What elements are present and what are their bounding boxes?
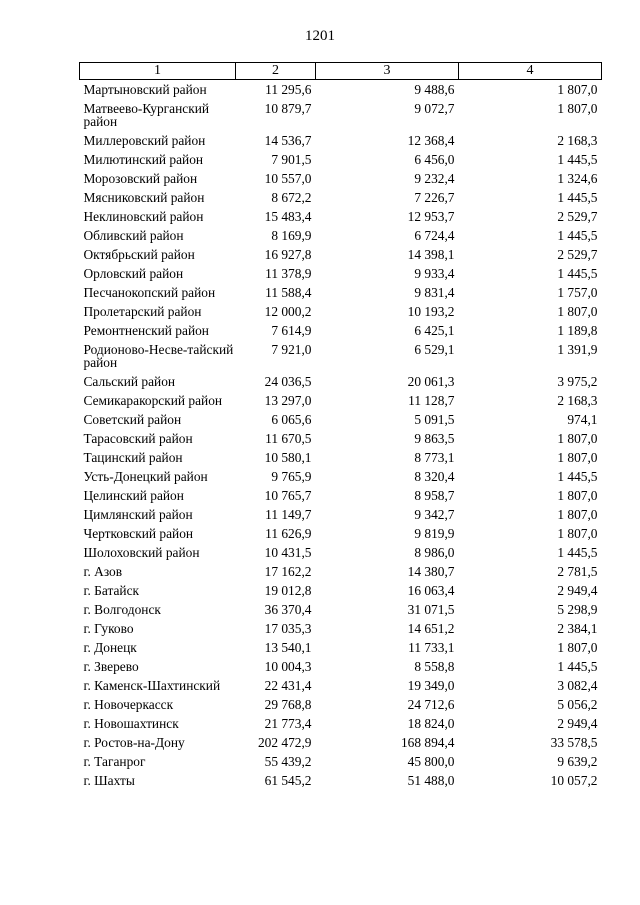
district-name: Орловский район bbox=[83, 266, 184, 281]
district-name: Советский район bbox=[83, 412, 182, 427]
district-name: г. Гуково bbox=[83, 621, 134, 636]
district-name: г. Зверево bbox=[83, 659, 139, 674]
district-name: г. Новочеркасск bbox=[83, 697, 174, 712]
value-col-2: 15 483,4 bbox=[264, 209, 312, 224]
district-name: г. Таганрог bbox=[83, 754, 146, 769]
value-col-4: 5 056,2 bbox=[557, 697, 598, 712]
value-col-3: 16 063,4 bbox=[407, 583, 455, 598]
value-col-3: 10 193,2 bbox=[407, 304, 455, 319]
value-col-4: 1 324,6 bbox=[557, 171, 598, 186]
value-col-4: 1 807,0 bbox=[557, 526, 598, 541]
table-row bbox=[80, 524, 602, 543]
table-row bbox=[80, 321, 602, 340]
value-col-4: 1 391,9 bbox=[557, 342, 598, 357]
table-row bbox=[80, 226, 602, 245]
value-col-2: 202 472,9 bbox=[257, 735, 312, 750]
table-row bbox=[80, 99, 602, 131]
district-table bbox=[79, 62, 602, 790]
table-row bbox=[80, 131, 602, 150]
district-name: Сальский район bbox=[83, 374, 176, 389]
value-col-2: 6 065,6 bbox=[271, 412, 312, 427]
value-col-3: 9 072,7 bbox=[414, 101, 455, 116]
value-col-4: 10 057,2 bbox=[550, 773, 598, 788]
value-col-2: 16 927,8 bbox=[264, 247, 312, 262]
table-row bbox=[80, 562, 602, 581]
value-col-4: 3 975,2 bbox=[557, 374, 598, 389]
table-row bbox=[80, 207, 602, 226]
table-row bbox=[80, 581, 602, 600]
value-col-3: 5 091,5 bbox=[414, 412, 455, 427]
table-row bbox=[80, 391, 602, 410]
value-col-2: 10 879,7 bbox=[264, 101, 312, 116]
table-row bbox=[80, 188, 602, 207]
district-name: Мясниковский район bbox=[83, 190, 205, 205]
value-col-4: 33 578,5 bbox=[550, 735, 598, 750]
district-name: г. Волгодонск bbox=[83, 602, 161, 617]
value-col-4: 2 384,1 bbox=[557, 621, 598, 636]
value-col-2: 10 004,3 bbox=[264, 659, 312, 674]
table-row bbox=[80, 486, 602, 505]
district-name: г. Ростов-на-Дону bbox=[83, 735, 185, 750]
value-col-2: 24 036,5 bbox=[264, 374, 312, 389]
value-col-2: 55 439,2 bbox=[264, 754, 312, 769]
value-col-3: 11 128,7 bbox=[408, 393, 455, 408]
value-col-3: 12 368,4 bbox=[407, 133, 455, 148]
value-col-2: 11 149,7 bbox=[265, 507, 312, 522]
table-row bbox=[80, 150, 602, 169]
value-col-2: 10 431,5 bbox=[264, 545, 312, 560]
district-name: г. Новошахтинск bbox=[83, 716, 179, 731]
table-row bbox=[80, 448, 602, 467]
value-col-4: 2 168,3 bbox=[557, 133, 598, 148]
value-col-2: 13 540,1 bbox=[264, 640, 312, 655]
table-row bbox=[80, 302, 602, 321]
value-col-2: 17 035,3 bbox=[264, 621, 312, 636]
district-name: Неклиновский район bbox=[83, 209, 204, 224]
value-col-2: 8 169,9 bbox=[271, 228, 312, 243]
value-col-2: 21 773,4 bbox=[264, 716, 312, 731]
value-col-3: 8 958,7 bbox=[414, 488, 455, 503]
value-col-3: 8 320,4 bbox=[414, 469, 455, 484]
district-name: Миллеровский район bbox=[83, 133, 206, 148]
value-col-2: 7 901,5 bbox=[271, 152, 312, 167]
value-col-3: 24 712,6 bbox=[407, 697, 455, 712]
value-col-3: 11 733,1 bbox=[408, 640, 455, 655]
district-name: Целинский район bbox=[83, 488, 184, 503]
value-col-3: 9 488,6 bbox=[414, 82, 455, 97]
table-header bbox=[80, 63, 602, 80]
table-row bbox=[80, 169, 602, 188]
value-col-4: 1 445,5 bbox=[557, 659, 598, 674]
value-col-2: 10 557,0 bbox=[264, 171, 312, 186]
column-header-1: 1 bbox=[80, 63, 236, 80]
value-col-2: 7 614,9 bbox=[271, 323, 312, 338]
table-row bbox=[80, 619, 602, 638]
table-row bbox=[80, 264, 602, 283]
value-col-2: 10 580,1 bbox=[264, 450, 312, 465]
value-col-4: 1 807,0 bbox=[557, 640, 598, 655]
table-row bbox=[80, 600, 602, 619]
table-row bbox=[80, 245, 602, 264]
value-col-2: 61 545,2 bbox=[264, 773, 312, 788]
table-row bbox=[80, 410, 602, 429]
value-col-4: 5 298,9 bbox=[557, 602, 598, 617]
value-col-3: 6 724,4 bbox=[414, 228, 455, 243]
value-col-4: 2 949,4 bbox=[557, 583, 598, 598]
table-row bbox=[80, 340, 602, 372]
value-col-4: 1 445,5 bbox=[557, 190, 598, 205]
value-col-3: 9 831,4 bbox=[414, 285, 455, 300]
value-col-4: 1 807,0 bbox=[557, 82, 598, 97]
value-col-3: 45 800,0 bbox=[407, 754, 455, 769]
value-col-4: 1 445,5 bbox=[557, 152, 598, 167]
value-col-2: 7 921,0 bbox=[271, 342, 312, 357]
district-name: Ремонтненский район bbox=[83, 323, 209, 338]
value-col-3: 6 529,1 bbox=[414, 342, 455, 357]
value-col-4: 1 807,0 bbox=[557, 450, 598, 465]
table-row bbox=[80, 714, 602, 733]
value-col-2: 13 297,0 bbox=[264, 393, 312, 408]
district-name: Милютинский район bbox=[83, 152, 204, 167]
value-col-2: 29 768,8 bbox=[264, 697, 312, 712]
district-name: Усть-Донецкий район bbox=[83, 469, 208, 484]
table-row bbox=[80, 676, 602, 695]
value-col-4: 1 807,0 bbox=[557, 507, 598, 522]
district-name: г. Каменск-Шахтинский bbox=[83, 678, 221, 693]
value-col-2: 10 765,7 bbox=[264, 488, 312, 503]
district-name: Семикаракорский район bbox=[83, 393, 223, 408]
district-name: г. Шахты bbox=[83, 773, 135, 788]
table-row bbox=[80, 695, 602, 714]
value-col-3: 6 425,1 bbox=[414, 323, 455, 338]
district-name: Матвеево-Курганский район bbox=[83, 101, 210, 129]
table-row bbox=[80, 429, 602, 448]
value-col-4: 1 445,5 bbox=[557, 266, 598, 281]
value-col-3: 8 986,0 bbox=[414, 545, 455, 560]
value-col-3: 20 061,3 bbox=[407, 374, 455, 389]
district-name: Песчанокопский район bbox=[83, 285, 216, 300]
value-col-2: 14 536,7 bbox=[264, 133, 312, 148]
district-name: Обливский район bbox=[83, 228, 184, 243]
value-col-4: 2 529,7 bbox=[557, 247, 598, 262]
table-row bbox=[80, 733, 602, 752]
district-name: Родионово-Несве-тайский район bbox=[83, 342, 234, 370]
value-col-3: 8 773,1 bbox=[414, 450, 455, 465]
district-name: Морозовский район bbox=[83, 171, 198, 186]
value-col-3: 6 456,0 bbox=[414, 152, 455, 167]
district-name: Пролетарский район bbox=[83, 304, 202, 319]
district-name: г. Донецк bbox=[83, 640, 137, 655]
value-col-3: 9 232,4 bbox=[414, 171, 455, 186]
value-col-2: 11 588,4 bbox=[265, 285, 312, 300]
value-col-2: 11 295,6 bbox=[265, 82, 312, 97]
value-col-2: 11 670,5 bbox=[265, 431, 312, 446]
value-col-2: 8 672,2 bbox=[271, 190, 312, 205]
value-col-2: 17 162,2 bbox=[264, 564, 312, 579]
value-col-3: 168 894,4 bbox=[400, 735, 455, 750]
value-col-4: 2 168,3 bbox=[557, 393, 598, 408]
column-header-2: 2 bbox=[236, 63, 316, 80]
value-col-3: 9 933,4 bbox=[414, 266, 455, 281]
value-col-4: 9 639,2 bbox=[557, 754, 598, 769]
table-row bbox=[80, 752, 602, 771]
table-row bbox=[80, 638, 602, 657]
value-col-4: 1 807,0 bbox=[557, 304, 598, 319]
district-name: Тарасовский район bbox=[83, 431, 193, 446]
value-col-2: 11 626,9 bbox=[265, 526, 312, 541]
value-col-2: 12 000,2 bbox=[264, 304, 312, 319]
table-row bbox=[80, 771, 602, 790]
value-col-3: 8 558,8 bbox=[414, 659, 455, 674]
table-row bbox=[80, 657, 602, 676]
value-col-3: 51 488,0 bbox=[407, 773, 455, 788]
value-col-3: 14 398,1 bbox=[407, 247, 455, 262]
value-col-3: 19 349,0 bbox=[407, 678, 455, 693]
value-col-3: 31 071,5 bbox=[407, 602, 455, 617]
value-col-2: 36 370,4 bbox=[264, 602, 312, 617]
district-name: Мартыновский район bbox=[83, 82, 207, 97]
district-name: Цимлянский район bbox=[83, 507, 193, 522]
district-name: Чертковский район bbox=[83, 526, 194, 541]
value-col-4: 1 807,0 bbox=[557, 488, 598, 503]
value-col-3: 14 651,2 bbox=[407, 621, 455, 636]
value-col-4: 1 445,5 bbox=[557, 469, 598, 484]
value-col-4: 2 529,7 bbox=[557, 209, 598, 224]
district-name: г. Батайск bbox=[83, 583, 140, 598]
value-col-3: 7 226,7 bbox=[414, 190, 455, 205]
value-col-4: 3 082,4 bbox=[557, 678, 598, 693]
district-name: Тацинский район bbox=[83, 450, 183, 465]
value-col-3: 9 342,7 bbox=[414, 507, 455, 522]
table-body bbox=[80, 80, 602, 791]
value-col-4: 1 757,0 bbox=[557, 285, 598, 300]
district-name: Октябрьский район bbox=[83, 247, 195, 262]
value-col-4: 2 781,5 bbox=[557, 564, 598, 579]
value-col-4: 1 807,0 bbox=[557, 431, 598, 446]
district-name: Шолоховский район bbox=[83, 545, 200, 560]
value-col-4: 2 949,4 bbox=[557, 716, 598, 731]
value-col-3: 14 380,7 bbox=[407, 564, 455, 579]
value-col-4: 1 445,5 bbox=[557, 228, 598, 243]
value-col-2: 9 765,9 bbox=[271, 469, 312, 484]
value-col-3: 9 863,5 bbox=[414, 431, 455, 446]
value-col-4: 974,1 bbox=[567, 412, 598, 427]
page-number: 1201 bbox=[305, 28, 335, 44]
table-row bbox=[80, 467, 602, 486]
value-col-2: 11 378,9 bbox=[265, 266, 312, 281]
table-row bbox=[80, 80, 602, 100]
table-row bbox=[80, 505, 602, 524]
table-row bbox=[80, 372, 602, 391]
value-col-3: 9 819,9 bbox=[414, 526, 455, 541]
value-col-3: 12 953,7 bbox=[407, 209, 455, 224]
value-col-4: 1 807,0 bbox=[557, 101, 598, 116]
value-col-2: 19 012,8 bbox=[264, 583, 312, 598]
value-col-4: 1 189,8 bbox=[557, 323, 598, 338]
value-col-4: 1 445,5 bbox=[557, 545, 598, 560]
district-name: г. Азов bbox=[83, 564, 123, 579]
value-col-3: 18 824,0 bbox=[407, 716, 455, 731]
column-header-3: 3 bbox=[316, 63, 459, 80]
header-row bbox=[80, 63, 602, 80]
table-row bbox=[80, 543, 602, 562]
column-header-4: 4 bbox=[459, 63, 602, 80]
table-row bbox=[80, 283, 602, 302]
value-col-2: 22 431,4 bbox=[264, 678, 312, 693]
